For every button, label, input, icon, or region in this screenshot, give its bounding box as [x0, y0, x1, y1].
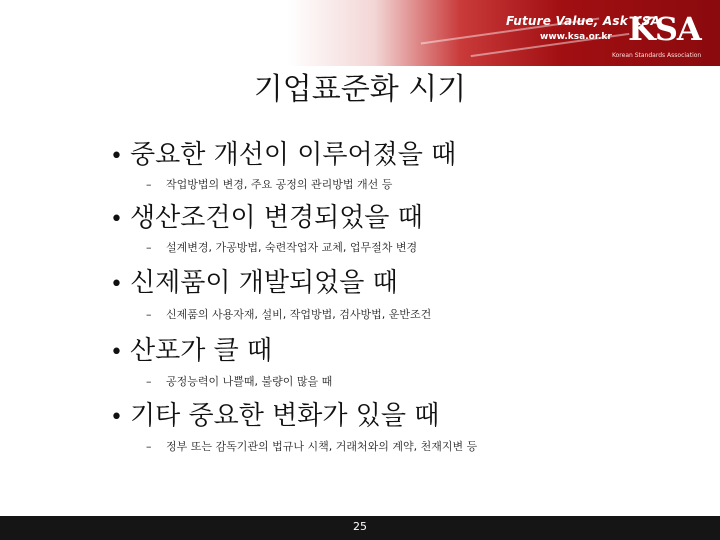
sub-dash: –	[146, 178, 152, 191]
bullet-text: 생산조건이 변경되었을 때	[130, 203, 423, 233]
sub-item	[146, 176, 392, 192]
bullet-item	[110, 134, 456, 171]
sub-item	[146, 373, 332, 389]
sub-item	[146, 306, 431, 322]
slide-title: 기업표준화 시기	[253, 72, 467, 107]
bullet-item	[110, 197, 423, 234]
page-number: 25	[353, 520, 367, 533]
sub-item	[146, 239, 417, 255]
sub-text: 신제품의 사용자재, 설비, 작업방법, 검사방법, 운반조건	[166, 308, 432, 321]
brand-tagline: Future Value, Ask KSA	[506, 14, 661, 28]
bullet-text: 기타 중요한 변화가 있을 때	[130, 401, 440, 431]
sub-text: 설계변경, 가공방법, 숙련작업자 교체, 업무절차 변경	[166, 241, 418, 254]
sub-dash: –	[146, 375, 152, 388]
header-banner	[0, 0, 720, 66]
sub-dash: –	[146, 440, 152, 453]
sub-dash: –	[146, 241, 152, 254]
bullet-text: 신제품이 개발되었을 때	[130, 268, 398, 298]
sub-dash: –	[146, 308, 152, 321]
bullet-text: 산포가 클 때	[130, 336, 273, 366]
bullet-dot: •	[110, 405, 123, 430]
sub-text: 정부 또는 감독기관의 법규나 시책, 거래처와의 계약, 천재지변 등	[166, 440, 478, 453]
sub-item	[146, 438, 477, 454]
sub-text: 작업방법의 변경, 주요 공정의 관리방법 개선 등	[166, 178, 393, 191]
bullet-item	[110, 395, 439, 432]
bullet-dot: •	[110, 272, 123, 297]
bullet-dot: •	[110, 144, 123, 169]
website-url: www.ksa.or.kr	[540, 32, 612, 42]
sub-text: 공정능력이 나쁠때, 불량이 많을 때	[166, 375, 333, 388]
bullet-item	[110, 262, 398, 299]
bullet-dot: •	[110, 207, 123, 232]
bullet-item	[110, 330, 272, 367]
bullet-dot: •	[110, 340, 123, 365]
bullet-text: 중요한 개선이 이루어졌을 때	[130, 140, 457, 170]
ksa-logo: KSA	[628, 10, 701, 48]
organization-name: Korean Standards Association	[612, 52, 702, 59]
